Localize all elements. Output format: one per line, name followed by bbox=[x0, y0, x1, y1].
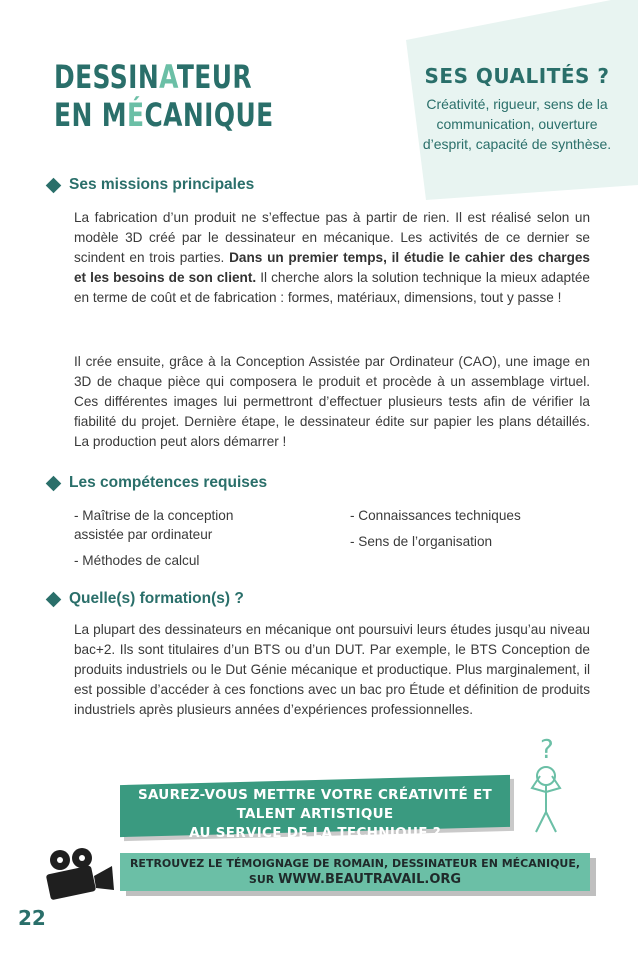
missions-paragraph-2: Il crée ensuite, grâce à la Conception Assistée par Ordinateur (CAO), une image en 3D de chaque pièce qui composera le produit et procède à un assemblage virtuel. Ces différentes images lui permettront d’effectuer plusieurs tests afin de vérifier la fiabilité du projet. Dernière étape, le dessinateur édite sur papier les plans détaillés. La production peut alors démarrer ! bbox=[74, 354, 590, 449]
question-mark-icon: ? bbox=[540, 735, 554, 765]
skill-item: - Méthodes de calcul bbox=[74, 553, 200, 568]
skill-item: - Maîtrise de la conception assistée par ordinateur bbox=[74, 508, 234, 542]
skill-item: - Connaissances techniques bbox=[350, 508, 521, 523]
missions-heading: Ses missions principales bbox=[48, 176, 254, 194]
skills-list-right bbox=[350, 506, 590, 558]
diamond-bullet-icon bbox=[46, 475, 62, 491]
testimony-text: RETROUVEZ LE TÉMOIGNAGE DE ROMAIN, DESSINATEUR EN MÉCANIQUE, SUR WWW.BEAUTRAVAIL.ORG bbox=[129, 857, 581, 887]
testimony-link[interactable]: WWW.BEAUTRAVAIL.ORG bbox=[278, 872, 462, 887]
page-title: DESSINATEUR EN MÉCANIQUE bbox=[54, 58, 274, 134]
skills-heading: Les compétences requises bbox=[48, 474, 267, 492]
video-camera-icon bbox=[40, 846, 118, 902]
thinking-person-icon bbox=[512, 732, 582, 842]
qualities-text: Créativité, rigueur, sens de la communication, ouverture d’esprit, capacité de synthèse. bbox=[422, 96, 612, 152]
qualities-panel bbox=[396, 0, 638, 200]
missions-paragraph-1: La fabrication d’un produit ne s’effectue pas à partir de rien. Il est réalisé selon un modèle 3D créé par le dessinateur en mécanique. Les activités de ce dernier se scindent en trois parties. Dans un premier temps, il étudie le cahier des charges et les besoins de son client. Il cherche alors la solution technique la mieux adaptée en terme de coût et de fabrication : formes, matériaux, dimensions, tout y passe ! bbox=[74, 210, 590, 305]
banner-text: SAUREZ-VOUS METTRE VOTRE CRÉATIVITÉ ET TALENT ARTISTIQUE AU SERVICE DE LA TECHNIQUE ? bbox=[137, 787, 493, 841]
diamond-bullet-icon bbox=[46, 177, 62, 193]
diamond-bullet-icon bbox=[46, 591, 62, 607]
training-paragraph: La plupart des dessinateurs en mécanique ont poursuivi leurs études jusqu’au niveau bac+2. Ils sont titulaires d’un BTS ou d’un DUT. Par exemple, le BTS Conception de produits industriels ou le Dut Génie mécanique et productique. Plus marginalement, il est possible d’accéder à ces fonctions avec un bac pro Étude et définition de produits industriels après plusieurs années d’expériences professionnelles. bbox=[74, 622, 590, 717]
page-number: 22 bbox=[18, 906, 46, 930]
training-heading: Quelle(s) formation(s) ? bbox=[48, 590, 244, 608]
skills-list-left bbox=[74, 506, 284, 577]
qualities-title: SES QUALITÉS ? bbox=[424, 64, 610, 88]
skill-item: - Sens de l’organisation bbox=[350, 534, 493, 549]
